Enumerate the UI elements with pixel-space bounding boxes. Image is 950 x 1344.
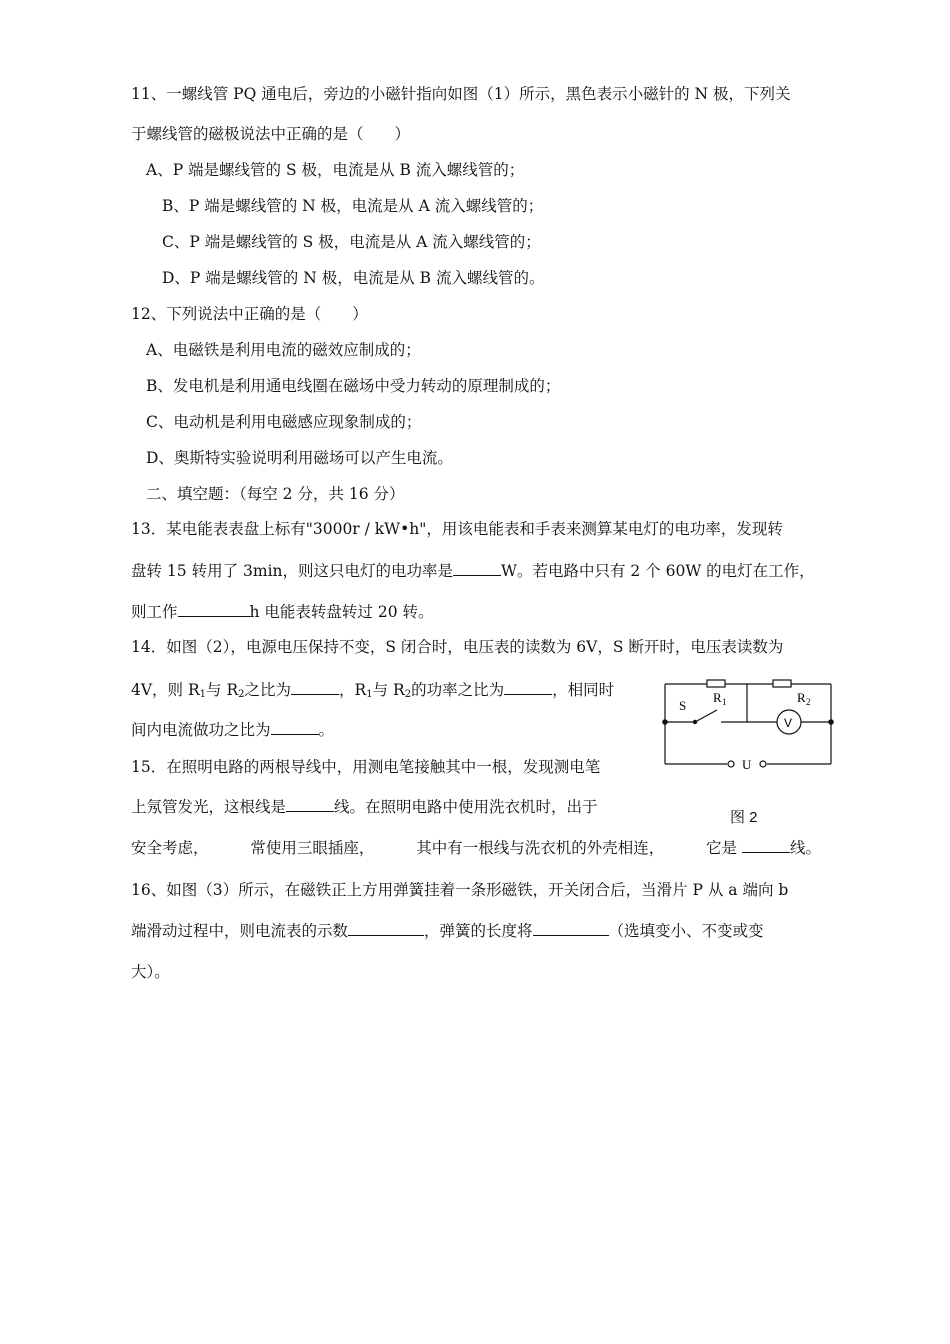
q14-blank-ratio[interactable] <box>291 680 339 695</box>
q14-text-d: ，R <box>339 681 367 699</box>
terminal-left <box>728 761 734 767</box>
q15-blank-wire[interactable] <box>286 797 334 812</box>
switch-pivot <box>693 720 697 724</box>
q14-text-h: 间内电流做功之比为 <box>131 721 271 739</box>
switch-blade <box>695 710 717 722</box>
q13-text-d: h 电能表转盘转过 20 转。 <box>249 603 434 621</box>
q15-word-4 <box>706 838 821 858</box>
q13-blank-hours[interactable] <box>178 602 250 617</box>
q16-blank-spring[interactable] <box>533 921 609 936</box>
q12-option-c: C、电动机是利用电磁感应现象制成的； <box>146 413 422 431</box>
q13-line1: 13．某电能表表盘上标有"3000r / kW•h"，用该电能表和手表来测算某电灯的电功率，发现转 <box>131 520 783 538</box>
q14-line2 <box>131 680 614 705</box>
q16-line2 <box>131 921 764 941</box>
q15-text-d: 线。 <box>789 839 821 857</box>
q15-text-b: 线。在照明电路中使用洗衣机时，出于 <box>334 798 598 816</box>
q16-text-c: （选填变小、不变或变 <box>608 922 764 940</box>
q13-text-b: W。若电路中只有 2 个 60W 的电灯在工作， <box>501 562 815 580</box>
label-v: V <box>784 716 793 730</box>
q15-line1: 15．在照明电路的两根导线中，用测电笔接触其中一根，发现测电笔 <box>131 758 601 776</box>
q13-blank-power[interactable] <box>453 561 501 576</box>
label-s: S <box>679 698 687 713</box>
q15-text-a: 上氖管发光，这根线是 <box>131 798 287 816</box>
label-r2-sub: 2 <box>806 697 811 707</box>
resistor-r1 <box>707 680 725 687</box>
q13-text-a: 盘转 15 转用了 3min，则这只电灯的电功率是 <box>131 562 454 580</box>
q14-sub-4: 2 <box>404 689 412 700</box>
label-u: U <box>742 757 752 772</box>
q15-word-2: 常使用三眼插座， <box>250 839 375 857</box>
q11-option-d: D、P 端是螺线管的 N 极，电流是从 B 流入螺线管的。 <box>162 269 545 287</box>
q14-text-b: 与 R <box>206 681 239 699</box>
label-r1-sub: 1 <box>722 697 727 707</box>
q12-option-a: A、电磁铁是利用电流的磁效应制成的； <box>146 341 421 359</box>
q14-blank-work-ratio[interactable] <box>271 720 319 735</box>
q14-sub-1: 1 <box>199 689 207 700</box>
q14-text-e: 与 R <box>372 681 405 699</box>
section-heading: 二、填空题：（每空 2 分，共 16 分） <box>146 485 405 503</box>
q11-line1: 11、一螺线管 PQ 通电后，旁边的小磁针指向如图（1）所示，黑色表示小磁针的 N 极，下列关 <box>131 85 791 103</box>
q15-word-3: 其中有一根线与洗衣机的外壳相连， <box>416 839 665 857</box>
q15-text-c: 它是 <box>706 839 738 857</box>
q14-text-c: 之比为 <box>244 681 292 699</box>
q14-line3 <box>131 720 334 740</box>
circuit-diagram <box>655 672 840 777</box>
q16-line3: 大）。 <box>131 963 170 981</box>
q16-line1: 16、如图（3）所示，在磁铁正上方用弹簧挂着一条形磁铁，开关闭合后，当滑片 P 从 a 端向 b <box>131 881 789 899</box>
q13-text-c: 则工作 <box>131 603 178 621</box>
q12-option-d: D、奥斯特实验说明利用磁场可以产生电流。 <box>146 449 453 467</box>
q14-text-g: ，相同时 <box>552 681 615 699</box>
label-r1: R <box>713 690 722 705</box>
q11-option-b: B、P 端是螺线管的 N 极，电流是从 A 流入螺线管的； <box>162 197 544 215</box>
terminal-right <box>760 761 766 767</box>
label-r2: R <box>797 690 806 705</box>
q14-line1: 14．如图（2），电源电压保持不变，S 闭合时，电压表的读数为 6V，S 断开时，电压表读数为 <box>131 638 784 656</box>
node-left <box>662 719 668 725</box>
q11-option-a: A、P 端是螺线管的 S 极，电流是从 B 流入螺线管的； <box>146 161 525 179</box>
q15-line2 <box>131 797 598 817</box>
q15-blank-ground[interactable] <box>742 838 790 853</box>
q15-word-1: 安全考虑， <box>131 839 209 857</box>
q11-option-c: C、P 端是螺线管的 S 极，电流是从 A 流入螺线管的； <box>162 233 541 251</box>
q14-sub-3: 1 <box>366 689 373 700</box>
resistor-r2 <box>773 680 791 687</box>
q14-text-f: 的功率之比为 <box>411 681 505 699</box>
q12-option-b: B、发电机是利用通电线圈在磁场中受力转动的原理制成的； <box>146 377 561 395</box>
q14-blank-power-ratio[interactable] <box>504 680 552 695</box>
figure2-caption: 图 2 <box>730 809 758 826</box>
node-right <box>828 719 834 725</box>
q16-blank-current[interactable] <box>348 921 424 936</box>
q14-text-i: 。 <box>318 721 335 739</box>
q16-text-b: ，弹簧的长度将 <box>424 922 533 940</box>
q16-text-a: 端滑动过程中，则电流表的示数 <box>131 922 349 940</box>
q12-line1: 12、下列说法中正确的是（ ） <box>131 305 368 323</box>
q13-line3 <box>131 602 434 622</box>
q15-line3 <box>131 838 821 858</box>
q14-text-a: 4V，则 R <box>131 681 200 699</box>
q11-line2: 于螺线管的磁极说法中正确的是（ ） <box>131 125 411 143</box>
q13-line2 <box>131 561 815 581</box>
q14-sub-2: 2 <box>238 689 245 700</box>
